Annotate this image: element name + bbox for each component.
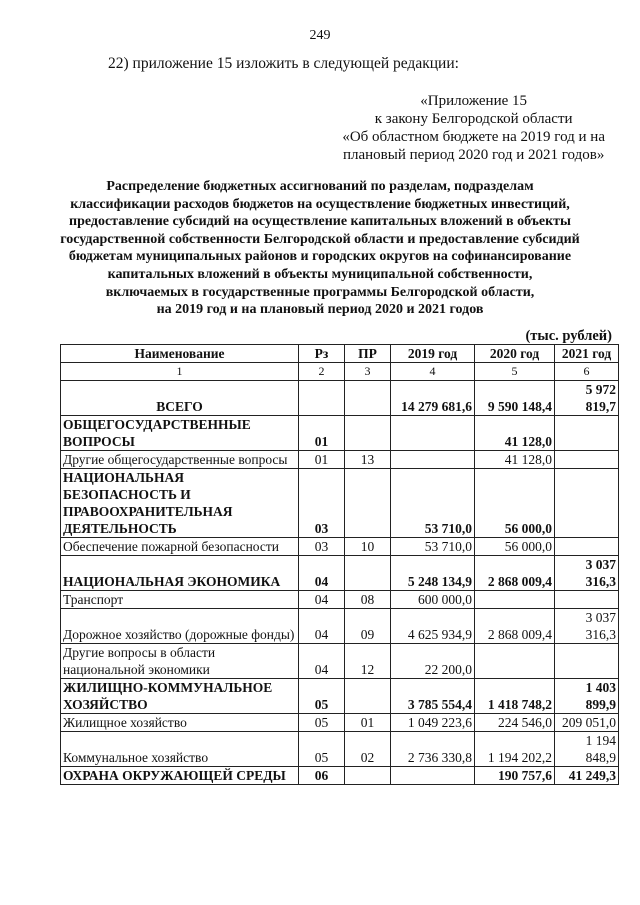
row-pr bbox=[345, 416, 391, 451]
row-rz: 06 bbox=[299, 767, 345, 785]
row-pr bbox=[345, 767, 391, 785]
title-line: капитальных вложений в объекты муниципальной собственности, bbox=[107, 266, 533, 282]
row-2021: 3 037 316,3 bbox=[555, 556, 619, 591]
row-pr: 09 bbox=[345, 609, 391, 644]
row-2019: 14 279 681,6 bbox=[391, 381, 475, 416]
table-row bbox=[61, 714, 619, 732]
title-line: бюджетам муниципальных районов и городских округов на софинансирование bbox=[68, 249, 572, 265]
row-2019: 3 785 554,4 bbox=[391, 679, 475, 714]
row-2021 bbox=[555, 469, 619, 538]
row-name: Жилищное хозяйство bbox=[61, 714, 299, 732]
row-pr: 02 bbox=[345, 732, 391, 767]
row-2020: 56 000,0 bbox=[475, 538, 555, 556]
column-number: 5 bbox=[475, 363, 555, 381]
row-rz bbox=[299, 381, 345, 416]
row-2020: 224 546,0 bbox=[475, 714, 555, 732]
row-2020: 41 128,0 bbox=[475, 416, 555, 451]
title-line: государственной собственности Белгородской области и предоставление субсидий bbox=[60, 231, 580, 247]
annex-line: плановый период 2020 год и 2021 годов» bbox=[342, 147, 605, 163]
column-numbers-row bbox=[61, 363, 619, 381]
column-number: 1 bbox=[61, 363, 299, 381]
annex-reference bbox=[342, 92, 605, 164]
row-pr: 12 bbox=[345, 644, 391, 679]
row-name: Другие общегосударственные вопросы bbox=[61, 451, 299, 469]
row-rz: 04 bbox=[299, 591, 345, 609]
row-2020: 2 868 009,4 bbox=[475, 609, 555, 644]
column-number: 4 bbox=[391, 363, 475, 381]
row-2019: 22 200,0 bbox=[391, 644, 475, 679]
row-rz: 05 bbox=[299, 732, 345, 767]
row-name: Дорожное хозяйство (дорожные фонды) bbox=[61, 609, 299, 644]
row-2019: 2 736 330,8 bbox=[391, 732, 475, 767]
row-name: НАЦИОНАЛЬНАЯ ЭКОНОМИКА bbox=[61, 556, 299, 591]
row-2019 bbox=[391, 416, 475, 451]
row-rz: 03 bbox=[299, 469, 345, 538]
header-pr: ПР bbox=[345, 345, 391, 363]
page-number: 249 bbox=[309, 28, 331, 43]
row-2019: 5 248 134,9 bbox=[391, 556, 475, 591]
row-2021: 1 194 848,9 bbox=[555, 732, 619, 767]
document-title bbox=[40, 178, 600, 319]
title-line: классификации расходов бюджетов на осуществление бюджетных инвестиций, bbox=[70, 196, 570, 212]
column-number: 2 bbox=[299, 363, 345, 381]
intro-line: 22) приложение 15 изложить в следующей редакции: bbox=[108, 55, 459, 72]
row-2021 bbox=[555, 416, 619, 451]
row-name: ОХРАНА ОКРУЖАЮЩЕЙ СРЕДЫ bbox=[61, 767, 299, 785]
table-row bbox=[61, 609, 619, 644]
row-2021: 41 249,3 bbox=[555, 767, 619, 785]
row-2019: 4 625 934,9 bbox=[391, 609, 475, 644]
table-row bbox=[61, 451, 619, 469]
row-rz: 01 bbox=[299, 416, 345, 451]
row-2019: 53 710,0 bbox=[391, 469, 475, 538]
row-2019: 600 000,0 bbox=[391, 591, 475, 609]
header-2021: 2021 год bbox=[555, 345, 619, 363]
annex-line: «Приложение 15 bbox=[420, 93, 528, 109]
table-row bbox=[61, 591, 619, 609]
row-pr bbox=[345, 381, 391, 416]
row-pr: 01 bbox=[345, 714, 391, 732]
row-name: Обеспечение пожарной безопасности bbox=[61, 538, 299, 556]
row-2020 bbox=[475, 644, 555, 679]
row-rz: 04 bbox=[299, 644, 345, 679]
annex-line: к закону Белгородской области bbox=[374, 111, 573, 127]
row-rz: 04 bbox=[299, 609, 345, 644]
row-name: ОБЩЕГОСУДАРСТВЕННЫЕ ВОПРОСЫ bbox=[61, 416, 299, 451]
row-2020: 41 128,0 bbox=[475, 451, 555, 469]
row-name: ВСЕГО bbox=[61, 381, 299, 416]
row-2021: 3 037 316,3 bbox=[555, 609, 619, 644]
row-rz: 01 bbox=[299, 451, 345, 469]
budget-table bbox=[60, 344, 619, 785]
header-2020: 2020 год bbox=[475, 345, 555, 363]
row-2020: 190 757,6 bbox=[475, 767, 555, 785]
annex-line: «Об областном бюджете на 2019 год и на bbox=[342, 129, 605, 145]
table-header-row bbox=[61, 345, 619, 363]
table-row-section bbox=[61, 469, 619, 538]
row-2019: 1 049 223,6 bbox=[391, 714, 475, 732]
row-name: Другие вопросы в области национальной экономики bbox=[61, 644, 299, 679]
row-2020: 2 868 009,4 bbox=[475, 556, 555, 591]
column-number: 3 bbox=[345, 363, 391, 381]
row-name: Транспорт bbox=[61, 591, 299, 609]
row-2020 bbox=[475, 591, 555, 609]
row-pr bbox=[345, 469, 391, 538]
row-2021 bbox=[555, 538, 619, 556]
row-2021 bbox=[555, 591, 619, 609]
row-2020: 1 194 202,2 bbox=[475, 732, 555, 767]
row-name: НАЦИОНАЛЬНАЯ БЕЗОПАСНОСТЬ И ПРАВООХРАНИТЕЛЬНАЯ ДЕЯТЕЛЬНОСТЬ bbox=[61, 469, 299, 538]
header-rz: Рз bbox=[299, 345, 345, 363]
table-row-section bbox=[61, 416, 619, 451]
row-2019 bbox=[391, 451, 475, 469]
header-name: Наименование bbox=[61, 345, 299, 363]
row-pr bbox=[345, 556, 391, 591]
row-pr: 08 bbox=[345, 591, 391, 609]
title-line: включаемых в государственные программы Белгородской области, bbox=[105, 284, 535, 300]
header-2019: 2019 год bbox=[391, 345, 475, 363]
table-row bbox=[61, 732, 619, 767]
row-2020: 56 000,0 bbox=[475, 469, 555, 538]
row-2020: 9 590 148,4 bbox=[475, 381, 555, 416]
title-line: Распределение бюджетных ассигнований по разделам, подразделам bbox=[106, 179, 534, 194]
row-2021 bbox=[555, 644, 619, 679]
column-number: 6 bbox=[555, 363, 619, 381]
table-row bbox=[61, 644, 619, 679]
row-2019: 53 710,0 bbox=[391, 538, 475, 556]
table-row-section bbox=[61, 679, 619, 714]
row-pr: 13 bbox=[345, 451, 391, 469]
units-label: (тыс. рублей) bbox=[525, 328, 612, 344]
row-2021: 1 403 899,9 bbox=[555, 679, 619, 714]
title-line: на 2019 год и на плановый период 2020 и 2021 годов bbox=[156, 302, 484, 318]
row-2021: 5 972 819,7 bbox=[555, 381, 619, 416]
table-row bbox=[61, 538, 619, 556]
row-pr bbox=[345, 679, 391, 714]
row-name: Коммунальное хозяйство bbox=[61, 732, 299, 767]
row-2019 bbox=[391, 767, 475, 785]
row-pr: 10 bbox=[345, 538, 391, 556]
row-rz: 03 bbox=[299, 538, 345, 556]
row-2021 bbox=[555, 451, 619, 469]
table-row-total bbox=[61, 381, 619, 416]
row-rz: 05 bbox=[299, 714, 345, 732]
table-row-section bbox=[61, 767, 619, 785]
row-2020: 1 418 748,2 bbox=[475, 679, 555, 714]
title-line: предоставление субсидий на осуществление капитальных вложений в объекты bbox=[69, 214, 571, 230]
row-rz: 04 bbox=[299, 556, 345, 591]
row-name: ЖИЛИЩНО-КОММУНАЛЬНОЕ ХОЗЯЙСТВО bbox=[61, 679, 299, 714]
table-row-section bbox=[61, 556, 619, 591]
row-rz: 05 bbox=[299, 679, 345, 714]
row-2021: 209 051,0 bbox=[555, 714, 619, 732]
